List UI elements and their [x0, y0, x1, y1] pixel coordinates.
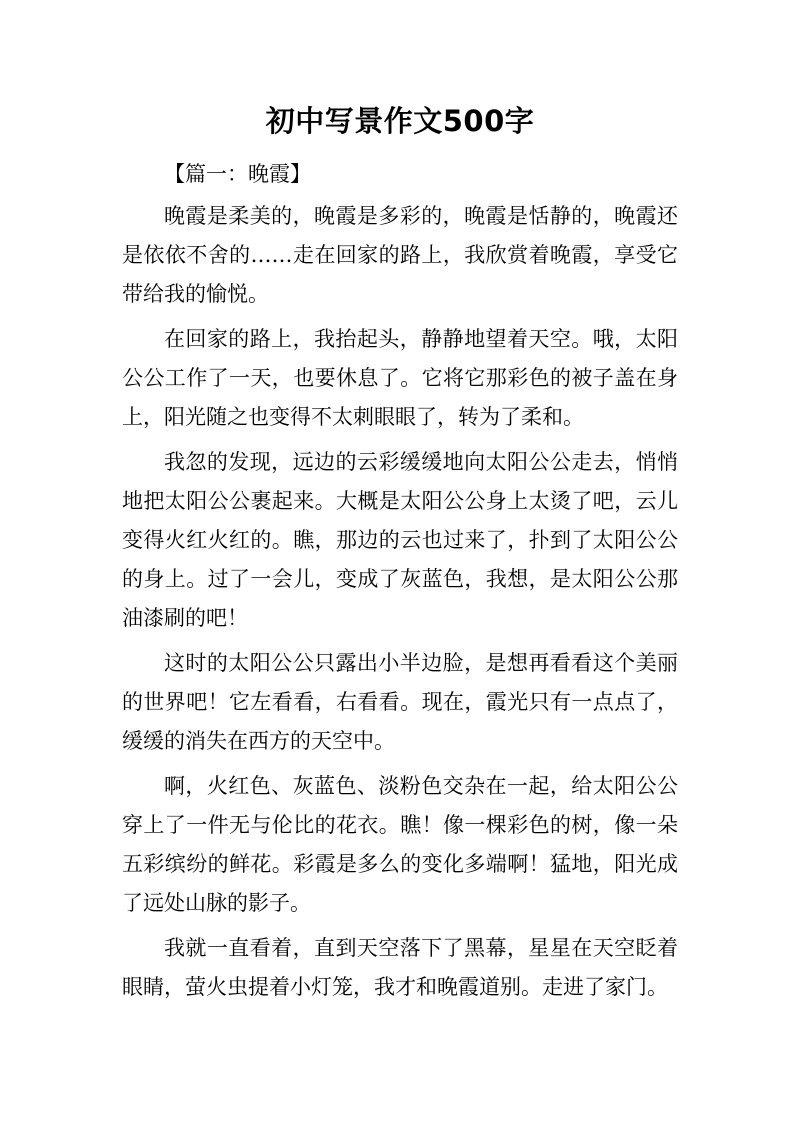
document-title: 初中写景作文500字	[265, 104, 535, 138]
paragraph: 我忽的发现，远边的云彩缓缓地向太阳公公走去，悄悄地把太阳公公裹起来。大概是太阳公公身上太烫了吧，云儿变得火红火红的。瞧，那边的云也过来了，扑到了太阳公公的身上。过了一会儿，变成了灰蓝色，我想，是太阳公公那油漆刷的吧！	[122, 450, 678, 630]
section-heading: 【篇一：晚霞】	[164, 162, 311, 186]
paragraph: 在回家的路上，我抬起头，静静地望着天空。哦，太阳公公工作了一天，也要休息了。它将它那彩色的被子盖在身上，阳光随之也变得不太刺眼眼了，转为了柔和。	[122, 327, 678, 429]
paragraph: 晚霞是柔美的，晚霞是多彩的，晚霞是恬静的，晚霞还是依依不舍的……走在回家的路上，我欣赏着晚霞，享受它带给我的愉悦。	[122, 204, 678, 306]
article-body	[122, 197, 678, 1007]
paragraph: 啊，火红色、灰蓝色、淡粉色交杂在一起，给太阳公公穿上了一件无与伦比的花衣。瞧！像一棵彩色的树，像一朵五彩缤纷的鲜花。彩霞是多么的变化多端啊！猛地，阳光成了远处山脉的影子。	[122, 774, 678, 915]
paragraph: 这时的太阳公公只露出小半边脸，是想再看看这个美丽的世界吧！它左看看，右看看。现在，霞光只有一点点了，缓缓的消失在西方的天空中。	[122, 651, 678, 753]
paragraph: 我就一直看着，直到天空落下了黑幕，星星在天空眨着眼睛，萤火虫提着小灯笼，我才和晚霞道别。走进了家门。	[122, 936, 678, 999]
